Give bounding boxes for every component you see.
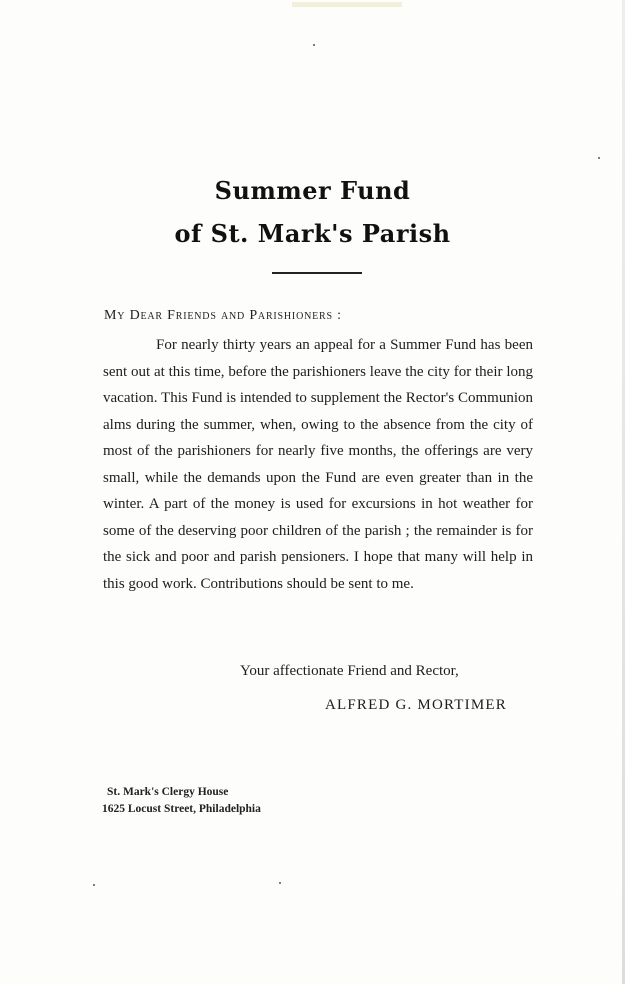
address-block	[102, 784, 261, 818]
letter-body: For nearly thirty years an appeal for a Summer Fund has been sent out at this time, before the parishioners leave the city for their long vacation. This Fund is intended to supplement the Rector's Communion alms during the summer, when, owing to the absence from the city of most of the parishioners for nearly five months, the offerings are very small, while the demands upon the Fund are even greater than in the winter. A part of the money is used for excursions in hot weather for some of the deserving poor children of the parish ; the remainder is for the sick and poor and parish pensioners. I hope that many will help in this good work. Contributions should be sent to me.	[103, 337, 533, 592]
title-line-2: of St. Mark's Parish	[174, 219, 451, 248]
paper-speck	[93, 884, 95, 886]
address-line-2: 1625 Locust Street, Philadelphia	[102, 803, 261, 815]
title-line-1: Summer Fund	[214, 176, 411, 205]
paper-speck	[313, 44, 315, 46]
paper-edge-mark	[292, 2, 402, 7]
title-divider	[272, 272, 362, 274]
salutation: My Dear Friends and Parishioners :	[104, 308, 342, 323]
signature: ALFRED G. MORTIMER	[325, 697, 507, 713]
address-line-1: St. Mark's Clergy House	[107, 786, 229, 798]
paper-speck	[598, 157, 600, 159]
closing-line: Your affectionate Friend and Rector,	[240, 663, 459, 679]
paper-speck	[279, 882, 281, 884]
